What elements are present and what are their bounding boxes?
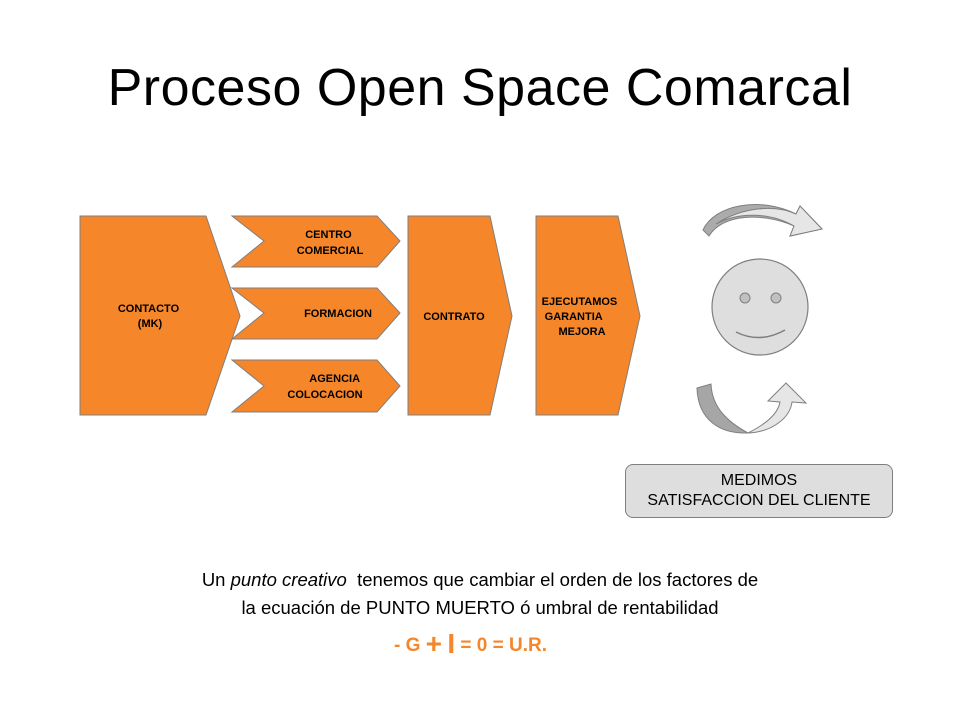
caption-line-1-post: tenemos que cambiar el orden de los factores de (346, 569, 759, 590)
step-contacto-line: (MK) (137, 318, 163, 330)
formula-part-1: - G (394, 635, 426, 656)
step-contacto-line: CONTACTO (117, 303, 180, 315)
step-centro-line: COMERCIAL (296, 245, 364, 257)
caption-line-1-pre: Un (201, 569, 231, 590)
step-formacion-line: FORMACION (304, 308, 372, 320)
step-ejecutamos-line: EJECUTAMOS (541, 296, 618, 308)
step-ejecutamos-line: MEJORA (558, 326, 606, 338)
step-formacion-label (304, 308, 372, 320)
step-ejecutamos-line: GARANTIA (544, 311, 603, 323)
caption-emphasis: punto creativo (230, 569, 347, 590)
satisfaction-box (625, 464, 893, 518)
caption-text (0, 566, 960, 622)
formula-plus: + (425, 628, 443, 659)
curved-arrow-bottom-icon (697, 383, 806, 433)
step-agencia-line: AGENCIA (309, 373, 360, 385)
step-agencia-line: COLOCACION (287, 389, 363, 401)
caption-line-2: la ecuación de PUNTO MUERTO ó umbral de rentabilidad (241, 597, 719, 618)
smiley-face-icon (712, 259, 808, 355)
formula-i: I (447, 628, 456, 659)
step-agencia-colocacion-shape (232, 360, 400, 412)
curved-arrow-top-icon (703, 205, 822, 236)
caption-line-1 (0, 566, 960, 594)
satisfaction-line-2: SATISFACCION DEL CLIENTE (647, 492, 871, 509)
step-contrato-line: CONTRATO (423, 311, 485, 323)
step-centro-line: CENTRO (305, 229, 352, 241)
step-contrato-label (423, 311, 485, 323)
formula (394, 628, 547, 660)
step-centro-comercial-shape (232, 216, 400, 267)
formula-part-2: = 0 = U.R. (455, 635, 547, 656)
step-contacto-shape (80, 216, 240, 415)
satisfaction-line-1: MEDIMOS (720, 472, 798, 489)
page-title: Proceso Open Space Comarcal (107, 59, 853, 117)
